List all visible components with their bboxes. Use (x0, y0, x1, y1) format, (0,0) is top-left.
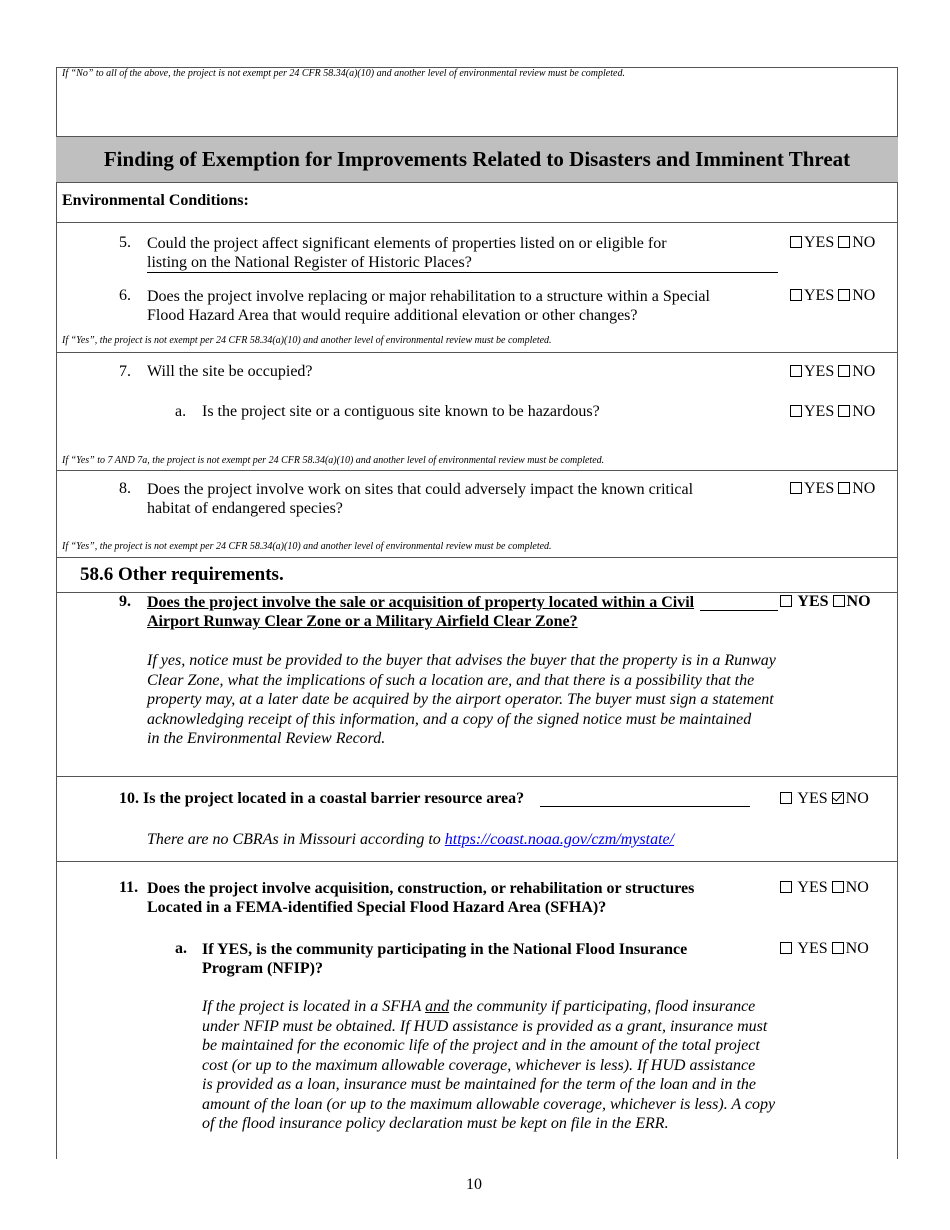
q10-yes-checkbox[interactable] (780, 792, 792, 804)
q7a-yes-checkbox[interactable] (790, 405, 802, 417)
q9-text: Does the project involve the sale or acquisition of property located within a Civil Airport Runway Clear Zone or a Military Airfield Clear Zone? (147, 594, 695, 630)
q11-yes-checkbox[interactable] (780, 881, 792, 893)
q8-yes-no: YES NO (790, 480, 875, 498)
q9-yes-no: YES NO (780, 593, 871, 611)
q11-yes-no: YES NO (780, 879, 869, 897)
q8-yes-checkbox[interactable] (790, 482, 802, 494)
q9-no-checkbox[interactable] (833, 595, 845, 607)
section-title: Finding of Exemption for Improvements Related to Disasters and Imminent Threat (56, 136, 898, 183)
q10-text: 10. Is the project located in a coastal barrier resource area? (119, 790, 525, 807)
q11a-yes-checkbox[interactable] (780, 942, 792, 954)
q6-number: 6. (119, 287, 131, 304)
q9-yes-checkbox[interactable] (780, 595, 792, 607)
q10-no-checkbox-checked[interactable] (832, 792, 844, 804)
q5-yes-no: YES NO (790, 234, 875, 252)
other-requirements-heading: 58.6 Other requirements. (80, 564, 284, 585)
q7a-yes-no: YES NO (790, 403, 875, 421)
q11a-text: If YES, is the community participating in the National Flood Insurance Program (NFIP)? (202, 941, 688, 977)
q6-note: If “Yes”, the project is not exempt per 24 CFR 58.34(a)(10) and another level of environmental review must be completed. (62, 335, 552, 346)
q9-number: 9. (119, 593, 131, 610)
q8-number: 8. (119, 480, 131, 497)
q8-no-checkbox[interactable] (838, 482, 850, 494)
noaa-link[interactable]: https://coast.noaa.gov/czm/mystate/ (444, 831, 675, 848)
q5-text: Could the project affect significant elements of properties listed on or eligible for listing on the National Register of Historic Places? (147, 235, 667, 271)
exemption-note: If “No” to all of the above, the project is not exempt per 24 CFR 58.34(a)(10) and another level of environmental review must be completed. (62, 68, 625, 79)
q5-no-checkbox[interactable] (838, 236, 850, 248)
q11-text: Does the project involve acquisition, construction, or rehabilitation or structures Located in a FEMA-identified Special Flood Hazard Area (SFHA)? (147, 880, 695, 916)
q7a-text: Is the project site or a contiguous site known to be hazardous? (202, 403, 600, 420)
q6-yes-checkbox[interactable] (790, 289, 802, 301)
q7a-number: a. (175, 403, 187, 420)
q10-yes-no: YES NO (780, 790, 869, 808)
q11a-no-checkbox[interactable] (832, 942, 844, 954)
q11-no-checkbox[interactable] (832, 881, 844, 893)
q7-no-checkbox[interactable] (838, 365, 850, 377)
page-number: 10 (466, 1176, 482, 1193)
q7-yes-checkbox[interactable] (790, 365, 802, 377)
q7a-no-checkbox[interactable] (838, 405, 850, 417)
env-conditions-heading: Environmental Conditions: (62, 192, 249, 209)
q7-text: Will the site be occupied? (147, 363, 313, 380)
q11a-number: a. (175, 940, 187, 957)
q5-number: 5. (119, 234, 131, 251)
flood-insurance-paragraph: If the project is located in a SFHA and the community if participating, flood insurance under NFIP must be obtained. If HUD assistance is provided as a grant, insurance must be maintained for the economic life of the project and in the amount of the total project cost (or up to the maximum allowable coverage, whichever is less). If HUD assistance is provided as a loan, insurance must be maintained for the term of the loan and in the amount of the loan (or up to the maximum allowable coverage, whichever is less). A copy of the flood insurance policy declaration must be kept on file in the ERR. (202, 998, 776, 1132)
q7-note: If “Yes” to 7 AND 7a, the project is not exempt per 24 CFR 58.34(a)(10) and another level of environmental review must be completed. (62, 455, 605, 466)
q6-text: Does the project involve replacing or major rehabilitation to a structure within a Special Flood Hazard Area that would require additional elevation or other changes? (147, 288, 710, 324)
q9-notice-paragraph: If yes, notice must be provided to the buyer that advises the buyer that the property is in a Runway Clear Zone, what the implications of such a location are, and that there is a possibility that the property may, at a later date be acquired by the airport operator. The buyer must sign a statement acknowledging receipt of this information, and a copy of the signed notice must be maintained in the Environmental Review Record. (147, 652, 776, 747)
q7-number: 7. (119, 363, 131, 380)
cbra-note: There are no CBRAs in Missouri according to https://coast.noaa.gov/czm/mystate/ (147, 831, 675, 848)
q6-yes-no: YES NO (790, 287, 875, 305)
q5-yes-checkbox[interactable] (790, 236, 802, 248)
q7-yes-no: YES NO (790, 363, 875, 381)
q8-text: Does the project involve work on sites that could adversely impact the known critical habitat of endangered species? (147, 481, 694, 517)
q11a-yes-no: YES NO (780, 940, 869, 958)
q6-no-checkbox[interactable] (838, 289, 850, 301)
q11-number: 11. (119, 879, 139, 896)
q8-note: If “Yes”, the project is not exempt per 24 CFR 58.34(a)(10) and another level of environmental review must be completed. (62, 541, 552, 552)
